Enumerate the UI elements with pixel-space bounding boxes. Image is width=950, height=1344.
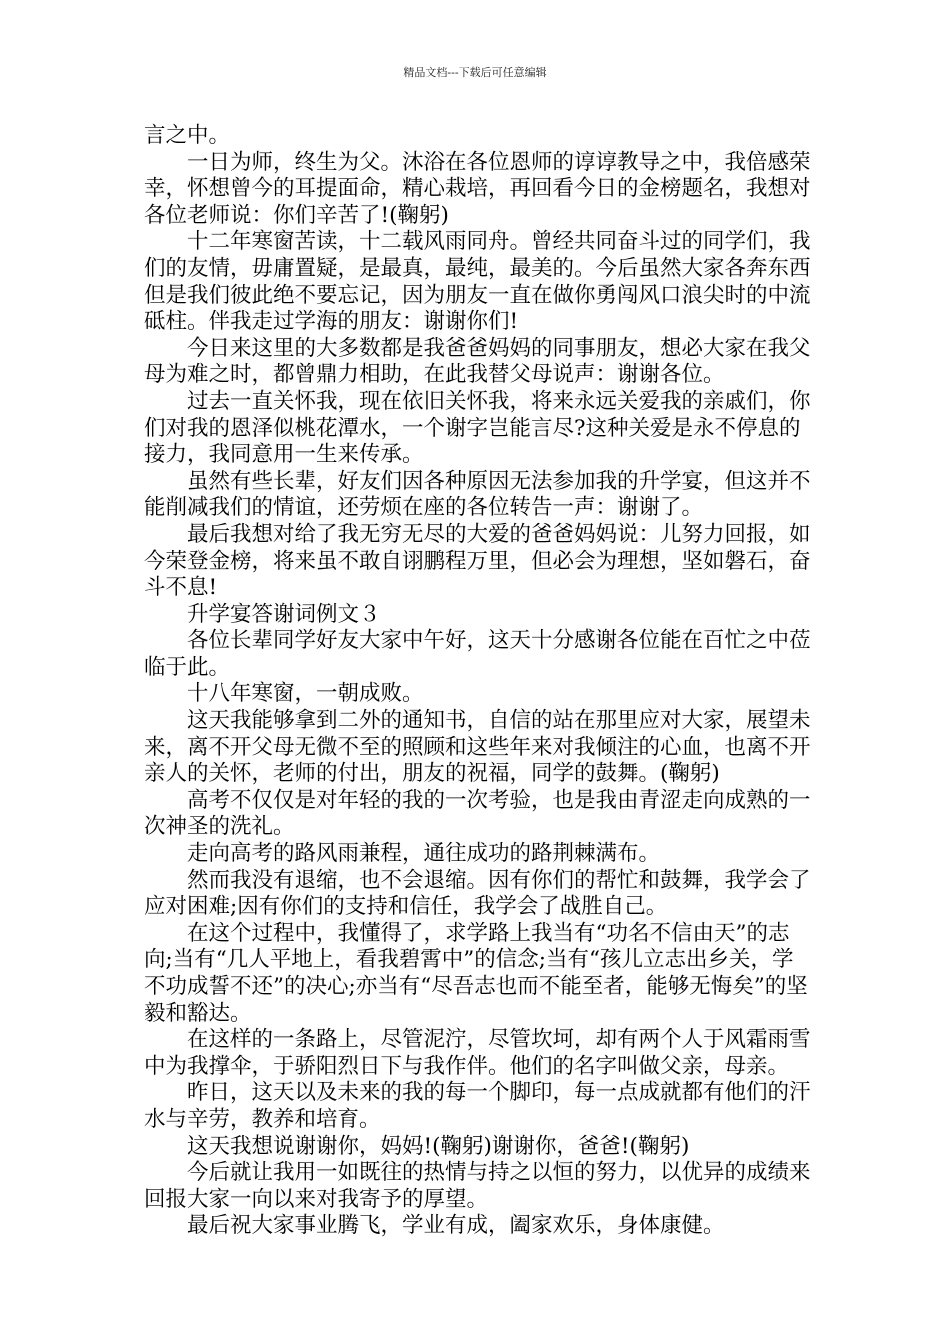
paragraph: 今后就让我用一如既往的热情与持之以恒的努力，以优异的成绩来回报大家一向以来对我寄予的厚望。: [144, 1160, 811, 1212]
page-header: 精品文档---下载后可任意编辑: [403, 66, 547, 79]
paragraph: 最后祝大家事业腾飞，学业有成，阖家欢乐，身体康健。: [187, 1213, 725, 1239]
paragraph: 这天我想说谢谢你，妈妈!(鞠躬)谢谢你，爸爸!(鞠躬): [187, 1133, 690, 1159]
paragraph: 最后我想对给了我无穷无尽的大爱的爸爸妈妈说：儿努力回报，如今荣登金榜，将来虽不敢自诩鹏程万里，但必会为理想，坚如磐石，奋斗不息!: [144, 521, 811, 601]
paragraph: 这天我能够拿到二外的通知书，自信的站在那里应对大家，展望未来，离不开父母无微不至的照顾和这些年来对我倾注的心血，也离不开亲人的关怀，老师的付出，朋友的祝福，同学的鼓舞。(鞠躬): [144, 708, 811, 787]
paragraph: 各位长辈同学好友大家中午好，这天十分感谢各位能在百忙之中莅临于此。: [144, 628, 811, 680]
paragraph: 虽然有些长辈，好友们因各种原因无法参加我的升学宴，但这并不能削减我们的情谊，还劳烦在座的各位转告一声：谢谢了。: [144, 468, 811, 521]
paragraph: 高考不仅仅是对年轻的我的一次考验，也是我由青涩走向成熟的一次神圣的洗礼。: [144, 787, 811, 840]
paragraph: 在这样的一条路上，尽管泥泞，尽管坎坷，却有两个人于风霜雨雪中为我撑伞，于骄阳烈日下与我作伴。他们的名字叫做父亲，母亲。: [144, 1027, 811, 1079]
paragraph: 一日为师，终生为父。沐浴在各位恩师的谆谆教导之中，我倍感荣幸，怀想曾今的耳提面命，精心栽培，再回看今日的金榜题名，我想对各位老师说：你们辛苦了!(鞠躬): [144, 149, 811, 228]
paragraph: 言之中。: [144, 123, 231, 148]
section-heading: 升学宴答谢词例文３: [187, 601, 381, 627]
paragraph: 然而我没有退缩，也不会退缩。因有你们的帮忙和鼓舞，我学会了应对困难;因有你们的支持和信任，我学会了战胜自己。: [144, 867, 811, 920]
document-body: [144, 123, 814, 1240]
paragraph: 十二年寒窗苦读，十二载风雨同舟。曾经共同奋斗过的同学们，我们的友情，毋庸置疑，是最真，最纯，最美的。今后虽然大家各奔东西但是我们彼此绝不要忘记，因为朋友一直在做你勇闯风口浪尖时的中流砥柱。伴我走过学海的朋友：谢谢你们!: [144, 229, 811, 335]
paragraph: 过去一直关怀我，现在依旧关怀我，将来永远关爱我的亲戚们，你们对我的恩泽似桃花潭水，一个谢字岂能言尽?这种关爱是永不停息的接力，我同意用一生来传承。: [144, 388, 811, 468]
paragraph: 走向高考的路风雨兼程，通往成功的路荆棘满布。: [187, 841, 661, 867]
paragraph: 十八年寒窗，一朝成败。: [187, 681, 424, 707]
paragraph: 今日来这里的大多数都是我爸爸妈妈的同事朋友，想必大家在我父母为难之时，都曾鼎力相助，在此我替父母说声：谢谢各位。: [144, 335, 811, 388]
paragraph: 在这个过程中，我懂得了，求学路上我当有“功名不信由天”的志向;当有“几人平地上，看我碧霄中”的信念;当有“孩儿立志出乡关，学不功成誓不还”的决心;亦当有“尽吾志也而不能至者，能够无悔矣”的坚毅和豁达。: [144, 920, 808, 1026]
paragraph: 昨日，这天以及未来的我的每一个脚印，每一点成就都有他们的汗水与辛劳，教养和培育。: [144, 1080, 811, 1132]
